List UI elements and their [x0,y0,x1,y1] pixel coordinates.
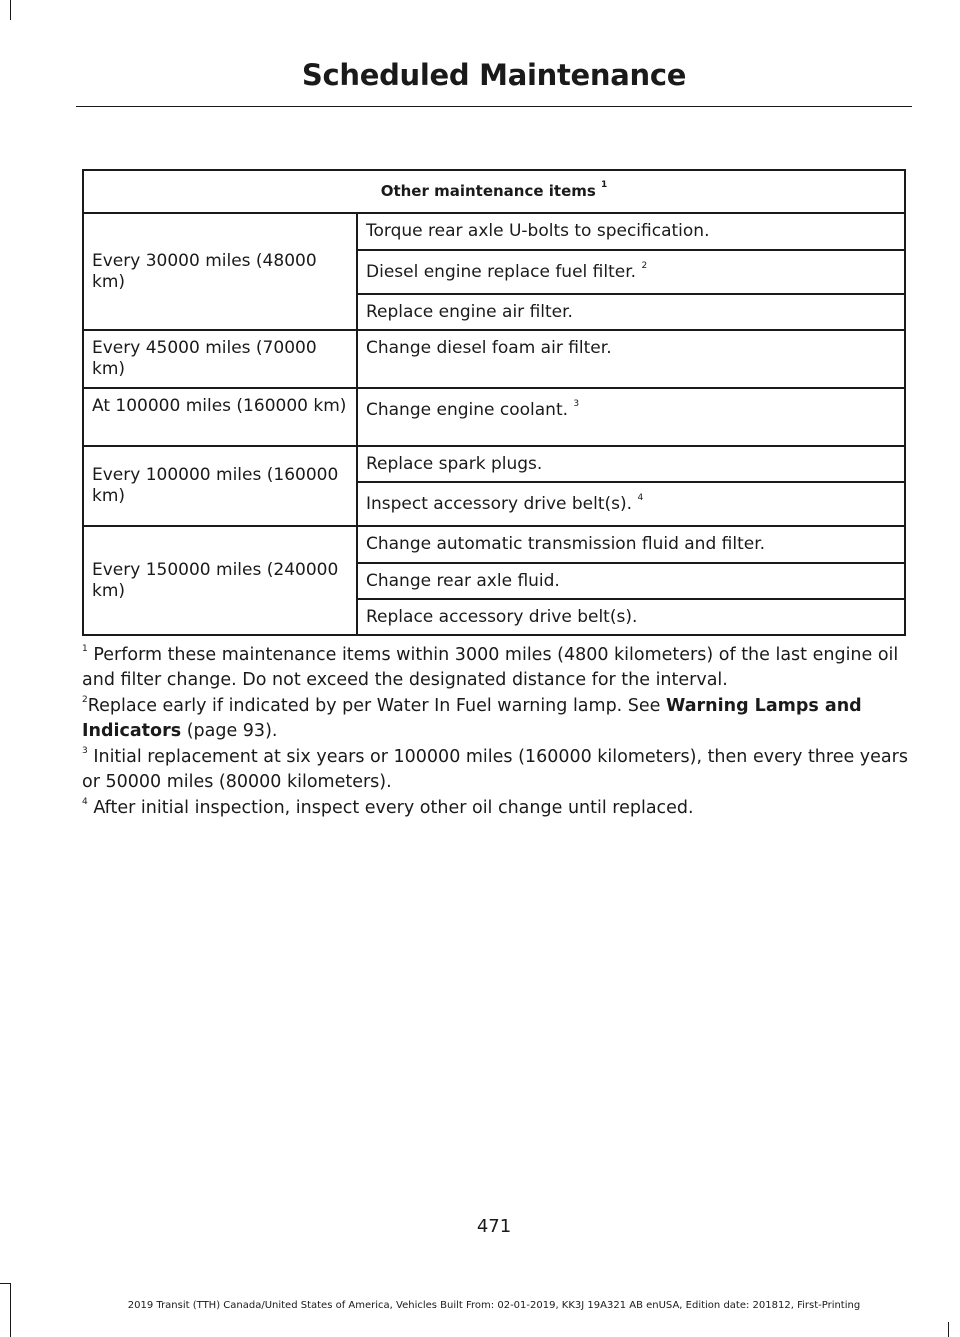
crop-mark-top-left [10,0,11,20]
item-cell [357,213,905,250]
item-text: Change engine coolant. [366,400,569,420]
item-text: Inspect accessory drive belt(s). [366,494,633,514]
footnote-text: Initial replacement at six years or 100000 miles (160000 kilometers), then every three years or 50000 miles (80000 kilometers). [82,747,908,792]
footnote-ref: 1 [601,180,608,190]
maintenance-table [82,169,906,636]
table-row [83,213,905,250]
item-cell [357,563,905,599]
item-cell [357,330,905,388]
footnote [82,694,908,744]
item-text: Replace accessory drive belt(s). [366,607,638,627]
item-text: Torque rear axle U-bolts to specification. [366,221,710,241]
interval-cell: Every 30000 miles (48000 km) [83,213,357,330]
page-number: 471 [476,1216,512,1237]
crop-mark-bottom-left-h [0,1283,11,1284]
item-cell [357,446,905,482]
footnote [82,745,908,795]
header-rule [76,106,912,107]
footnote-ref: 3 [573,399,580,409]
footnote-ref: 2 [641,261,648,271]
item-cell [357,482,905,526]
table-row [83,526,905,563]
footnote [82,796,908,821]
footnote [82,643,908,693]
interval-cell: Every 45000 miles (70000 km) [83,330,357,388]
edition-footer: 2019 Transit (TTH) Canada/United States of America, Vehicles Built From: 02-01-2019, KK3J 19A321 AB enUSA, Edition date: 201812, First-Printing [127,1300,861,1311]
interval-cell: Every 100000 miles (160000 km) [83,446,357,526]
footnote-text: Perform these maintenance items within 3000 miles (4800 kilometers) of the last engine oil and filter change. Do not exceed the designated distance for the interval. [82,645,899,690]
footnote-number: 3 [82,746,88,756]
item-cell [357,294,905,330]
table-row [83,330,905,388]
crop-mark-bottom-right [948,1322,949,1337]
item-cell [357,388,905,446]
table-row [83,446,905,482]
item-cell [357,599,905,635]
page-title: Scheduled Maintenance [301,58,687,92]
interval-cell: Every 150000 miles (240000 km) [83,526,357,635]
item-cell [357,250,905,294]
footnotes [82,643,908,822]
item-text: Replace spark plugs. [366,454,543,474]
item-text: Replace engine air filter. [366,302,573,322]
table-header-row [83,170,905,213]
table-row [83,388,905,446]
item-text: Change rear axle fluid. [366,571,560,591]
table-heading [83,170,905,213]
footnote-number: 1 [82,644,88,654]
item-text: Diesel engine replace fuel filter. [366,262,637,282]
item-text: Change automatic transmission fluid and filter. [366,534,766,554]
item-cell [357,526,905,563]
interval-cell: At 100000 miles (160000 km) [83,388,357,446]
footnote-ref: 4 [637,493,644,503]
footnote-text: Replace early if indicated by per Water In Fuel warning lamp. See [87,696,661,716]
footnote-number: 4 [82,797,88,807]
footnote-text: After initial inspection, inspect every other oil change until replaced. [93,798,694,818]
page-reference: (page 93). [186,721,278,741]
table-heading-text: Other maintenance items [380,182,596,200]
cross-reference-link[interactable]: Warning Lamps and Indicators [82,696,862,741]
footnote-number: 2 [82,695,88,705]
item-text: Change diesel foam air filter. [366,338,612,358]
